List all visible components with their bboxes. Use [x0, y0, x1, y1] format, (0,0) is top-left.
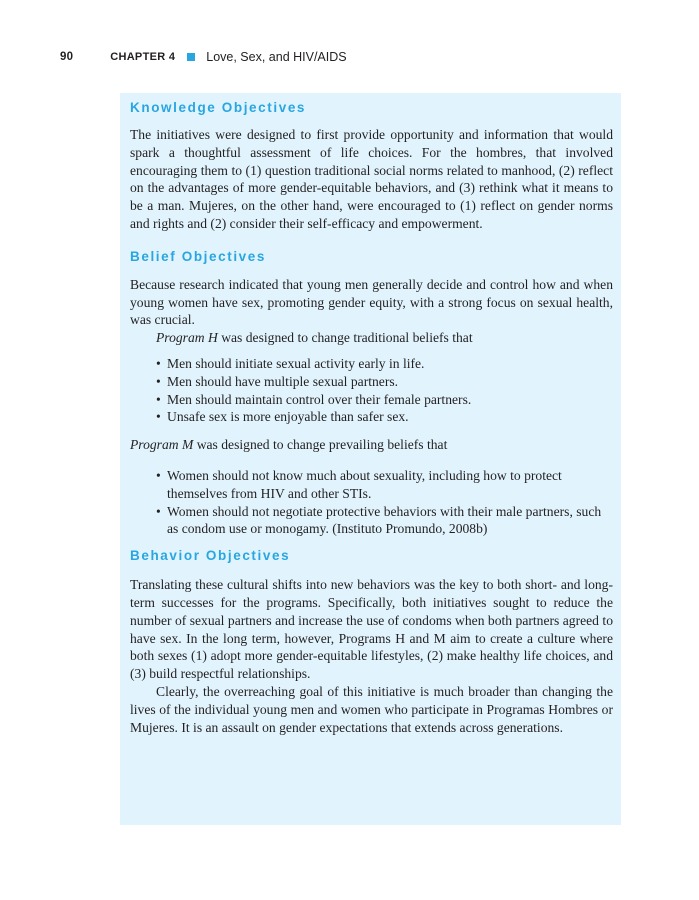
list-item: • Men should maintain control over their female partners. — [156, 391, 613, 409]
program-h-intro — [130, 329, 613, 347]
list-item: • Men should initiate sexual activity early in life. — [156, 355, 613, 373]
program-m-name: Program M — [130, 437, 194, 453]
belief-paragraph: Because research indicated that young men generally decide and control how and when young women have sex, promoting gender equity, with a strong focus on sexual health, was crucial. — [130, 276, 613, 328]
chapter-title: Love, Sex, and HIV/AIDS — [206, 50, 347, 64]
square-bullet-icon — [187, 53, 195, 61]
list-item: • Women should not negotiate protective behaviors with their male partners, such as condom use or monogamy. (Instituto Promundo, 2008b) — [156, 503, 613, 539]
program-h-beliefs-list — [130, 355, 613, 426]
program-h-name: Program H — [156, 330, 218, 346]
behavior-paragraph-1: Translating these cultural shifts into new behaviors was the key to both short- and long-term successes for the programs. Specifically, both initiatives sought to reduce the number of sexual partners and increase the use of condoms when both partners agreed to have sex. In the long term, however, Programs H and M aim to create a culture where both sexes (1) adopt more gender-equitable lifestyles, (2) make healthy life choices, and (3) build respectful relationships. — [130, 577, 613, 682]
behavior-heading: Behavior Objectives — [130, 548, 291, 564]
page-number: 90 — [60, 51, 74, 63]
chapter-label: CHAPTER 4 — [110, 51, 176, 63]
list-item: • Men should have multiple sexual partners. — [156, 373, 613, 391]
list-item: • Unsafe sex is more enjoyable than safer sex. — [156, 408, 613, 426]
behavior-paragraph-2: Clearly, the overreaching goal of this initiative is much broader than changing the lives of the individual young men and women who participate in Programas Hombres or Mujeres. It is an assault on gender expectations that extends across generations. — [130, 683, 613, 735]
program-m-intro — [130, 436, 613, 454]
program-m-text: was designed to change prevailing beliefs that — [193, 437, 448, 453]
running-head — [60, 49, 347, 65]
list-item: • Women should not know much about sexuality, including how to protect themselves from HIV and other STIs. — [156, 467, 613, 503]
program-h-text: was designed to change traditional beliefs that — [217, 330, 473, 346]
program-m-beliefs-list — [130, 467, 613, 538]
knowledge-paragraph: The initiatives were designed to first provide opportunity and information that would spark a thoughtful assessment of life choices. For the hombres, that involved encouraging them to (1) question traditional social norms related to manhood, (2) reflect on the advantages of more gender-equitable behaviors, and (3) rethink what it means to be a man. Mujeres, on the other hand, were encouraged to (1) reflect on gender norms and rights and (2) consider their self-efficacy and empowerment. — [130, 127, 613, 231]
belief-heading: Belief Objectives — [130, 248, 266, 264]
objectives-sidebar-box — [120, 93, 621, 825]
knowledge-heading: Knowledge Objectives — [130, 100, 307, 115]
